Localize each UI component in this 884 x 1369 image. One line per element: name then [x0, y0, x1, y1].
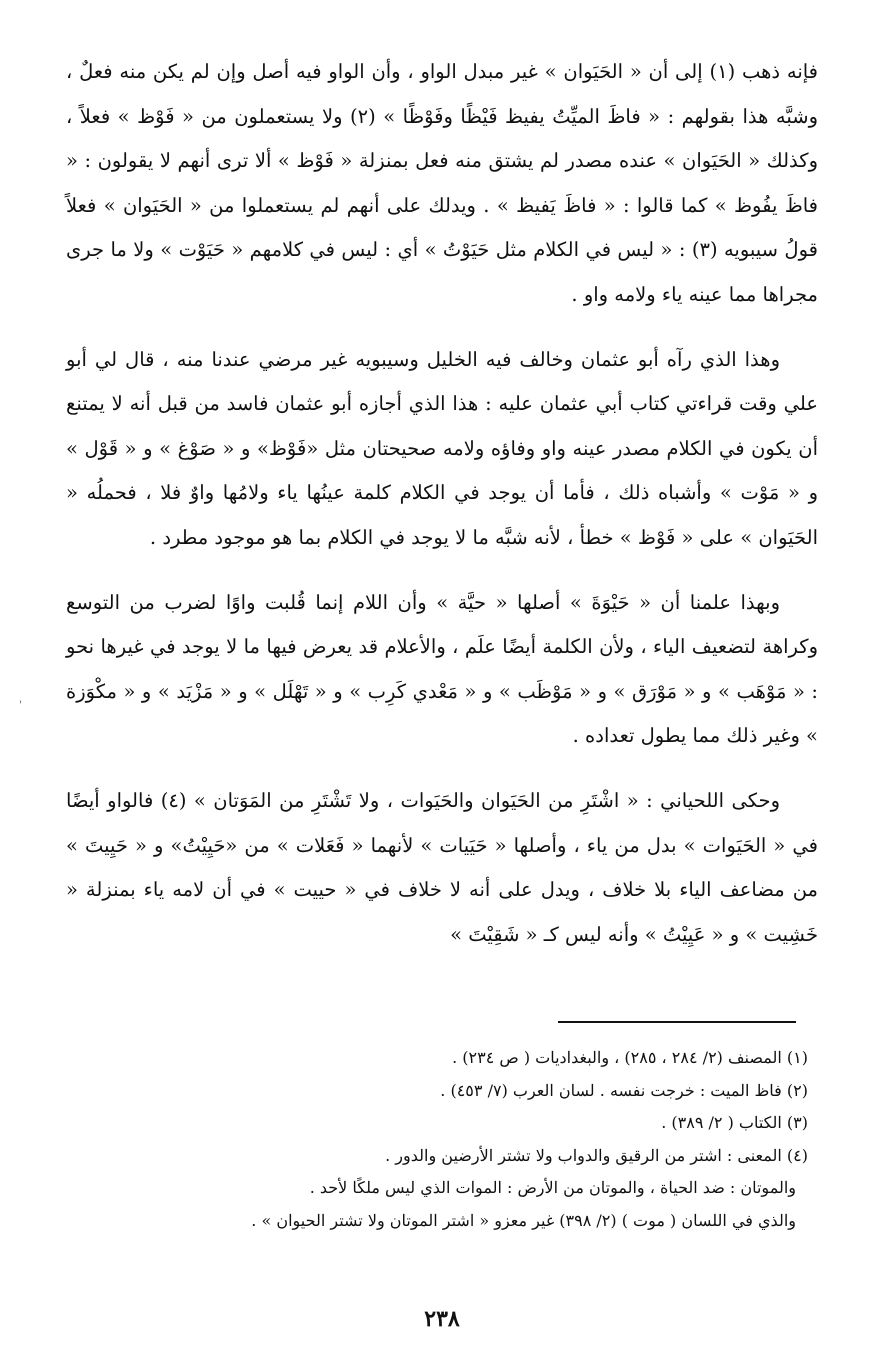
paragraph-1: فإنه ذهب (١) إلى أن « الحَيَوان » غير مبدل الواو ، وأن الواو فيه أصل وإن لم يكن منه فعلٌ ، وشبَّه هذا بقولهم : « فاظَ الميِّتُ يفيظ فَيْظًا وفَوْظًا » (٢) ولا يستعملون من « فَوْظ » فعلاً ، وكذلك « الحَيَوان » عنده مصدر لم يشتق منه فعل بمنزلة « فَوْظ » ألا ترى أنهم لا يقولون : « فاظَ يفُوظ » كما قالوا : « فاظَ يَفيظ » . ويدلك على أنهم لم يستعملوا من « الحَيَوان » فعلاً قولُ سيبويه (٣) : « ليس في الكلام مثل حَيَوْتُ » أي : ليس في كلامهم « حَيَوْت » ولا ما جرى مجراها مما عينه ياء ولامه واو . [66, 60, 819, 306]
paragraph-3: وبهذا علمنا أن « حَيْوَةَ » أصلها « حيَّة » وأن اللام إنما قُلبت واوًا لضرب من التوسع وكراهة لتضعيف الياء ، ولأن الكلمة أيضًا علَم ، والأعلام قد يعرض فيها ما لا يوجد في غيرها نحو : « مَوْهَب » و « مَوْرَق » و « مَوْظَب » و « مَعْدي كَرِب » و « تَهْلَل » و « مَزْيَد » و « مكْوَزة » وغير ذلك مما يطول تعداده . [66, 590, 818, 748]
paragraph-2: وهذا الذي رآه أبو عثمان وخالف فيه الخليل وسيبويه غير مرضي عندنا منه ، قال لي أبو علي وقت قراءتي كتاب أبي عثمان عليه : هذا الذي أجازه أبو عثمان فاسد من قبل أنه لا يمتنع أن يكون في الكلام مصدر عينه واو وفاؤه ولامه صحيحتان مثل «فَوْظ» و « صَوْغ » و « قَوْل » و « مَوْت » وأشباه ذلك ، فأما أن يوجد في الكلام كلمة عينُها ياء ولامُها واوٌ فلا ، فحملُه « الحَيَوان » على « فَوْظ » خطأ ، لأنه شبَّه ما لا يوجد في الكلام بما هو موجود مطرد . [66, 347, 818, 549]
footnote-1: (١) المصنف (٢/ ٢٨٤ ، ٢٨٥) ، والبغداديات ( ص ٢٣٤) . [452, 1048, 808, 1067]
footnote-divider [558, 1021, 796, 1023]
paragraph-4: وحكى اللحياني : « اشْتَرِ من الحَيَوان والحَيَوات ، ولا تَشْتَرِ من المَوَتان » (٤) فالواو أيضًا في « الحَيَوات » بدل من ياء ، وأصلها « حَيَيات » لأنهما « فَعَلات » من «حَيِيْتُ» و « حَيِيتَ » من مضاعف الياء بلا خلاف ، ويدل على أنه لا خلاف في « حييت » في أن لامه ياء بمنزلة « خَشِيت » و « عَيِيْتُ » وأنه ليس كـ « شَقِيْتَ » [66, 788, 818, 946]
footnote-3: (٣) الكتاب ( ٢/ ٣٨٩) . [661, 1113, 808, 1132]
main-text-body [66, 50, 818, 957]
footnote-4-continuation-1: والموتان : ضد الحياة ، والموتان من الأرض : الموات الذي ليس ملكًا لأحد . [309, 1178, 796, 1197]
page-number: ٢٣٨ [424, 1306, 460, 1332]
footnote-4: (٤) المعنى : اشتر من الرقيق والدواب ولا تشتر الأرضين والدور . [385, 1145, 808, 1165]
footnote-4-continuation-2: والذي في اللسان ( موت ) (٢/ ٣٩٨) غير معزو « اشتر الموتان ولا تشتر الحيوان » . [251, 1210, 796, 1230]
footnote-2: (٢) فاظ الميت : خرجت نفسه . لسان العرب (٧/ ٤٥٣) . [440, 1080, 808, 1100]
footnotes [66, 1042, 808, 1237]
margin-mark: ' [19, 700, 22, 711]
